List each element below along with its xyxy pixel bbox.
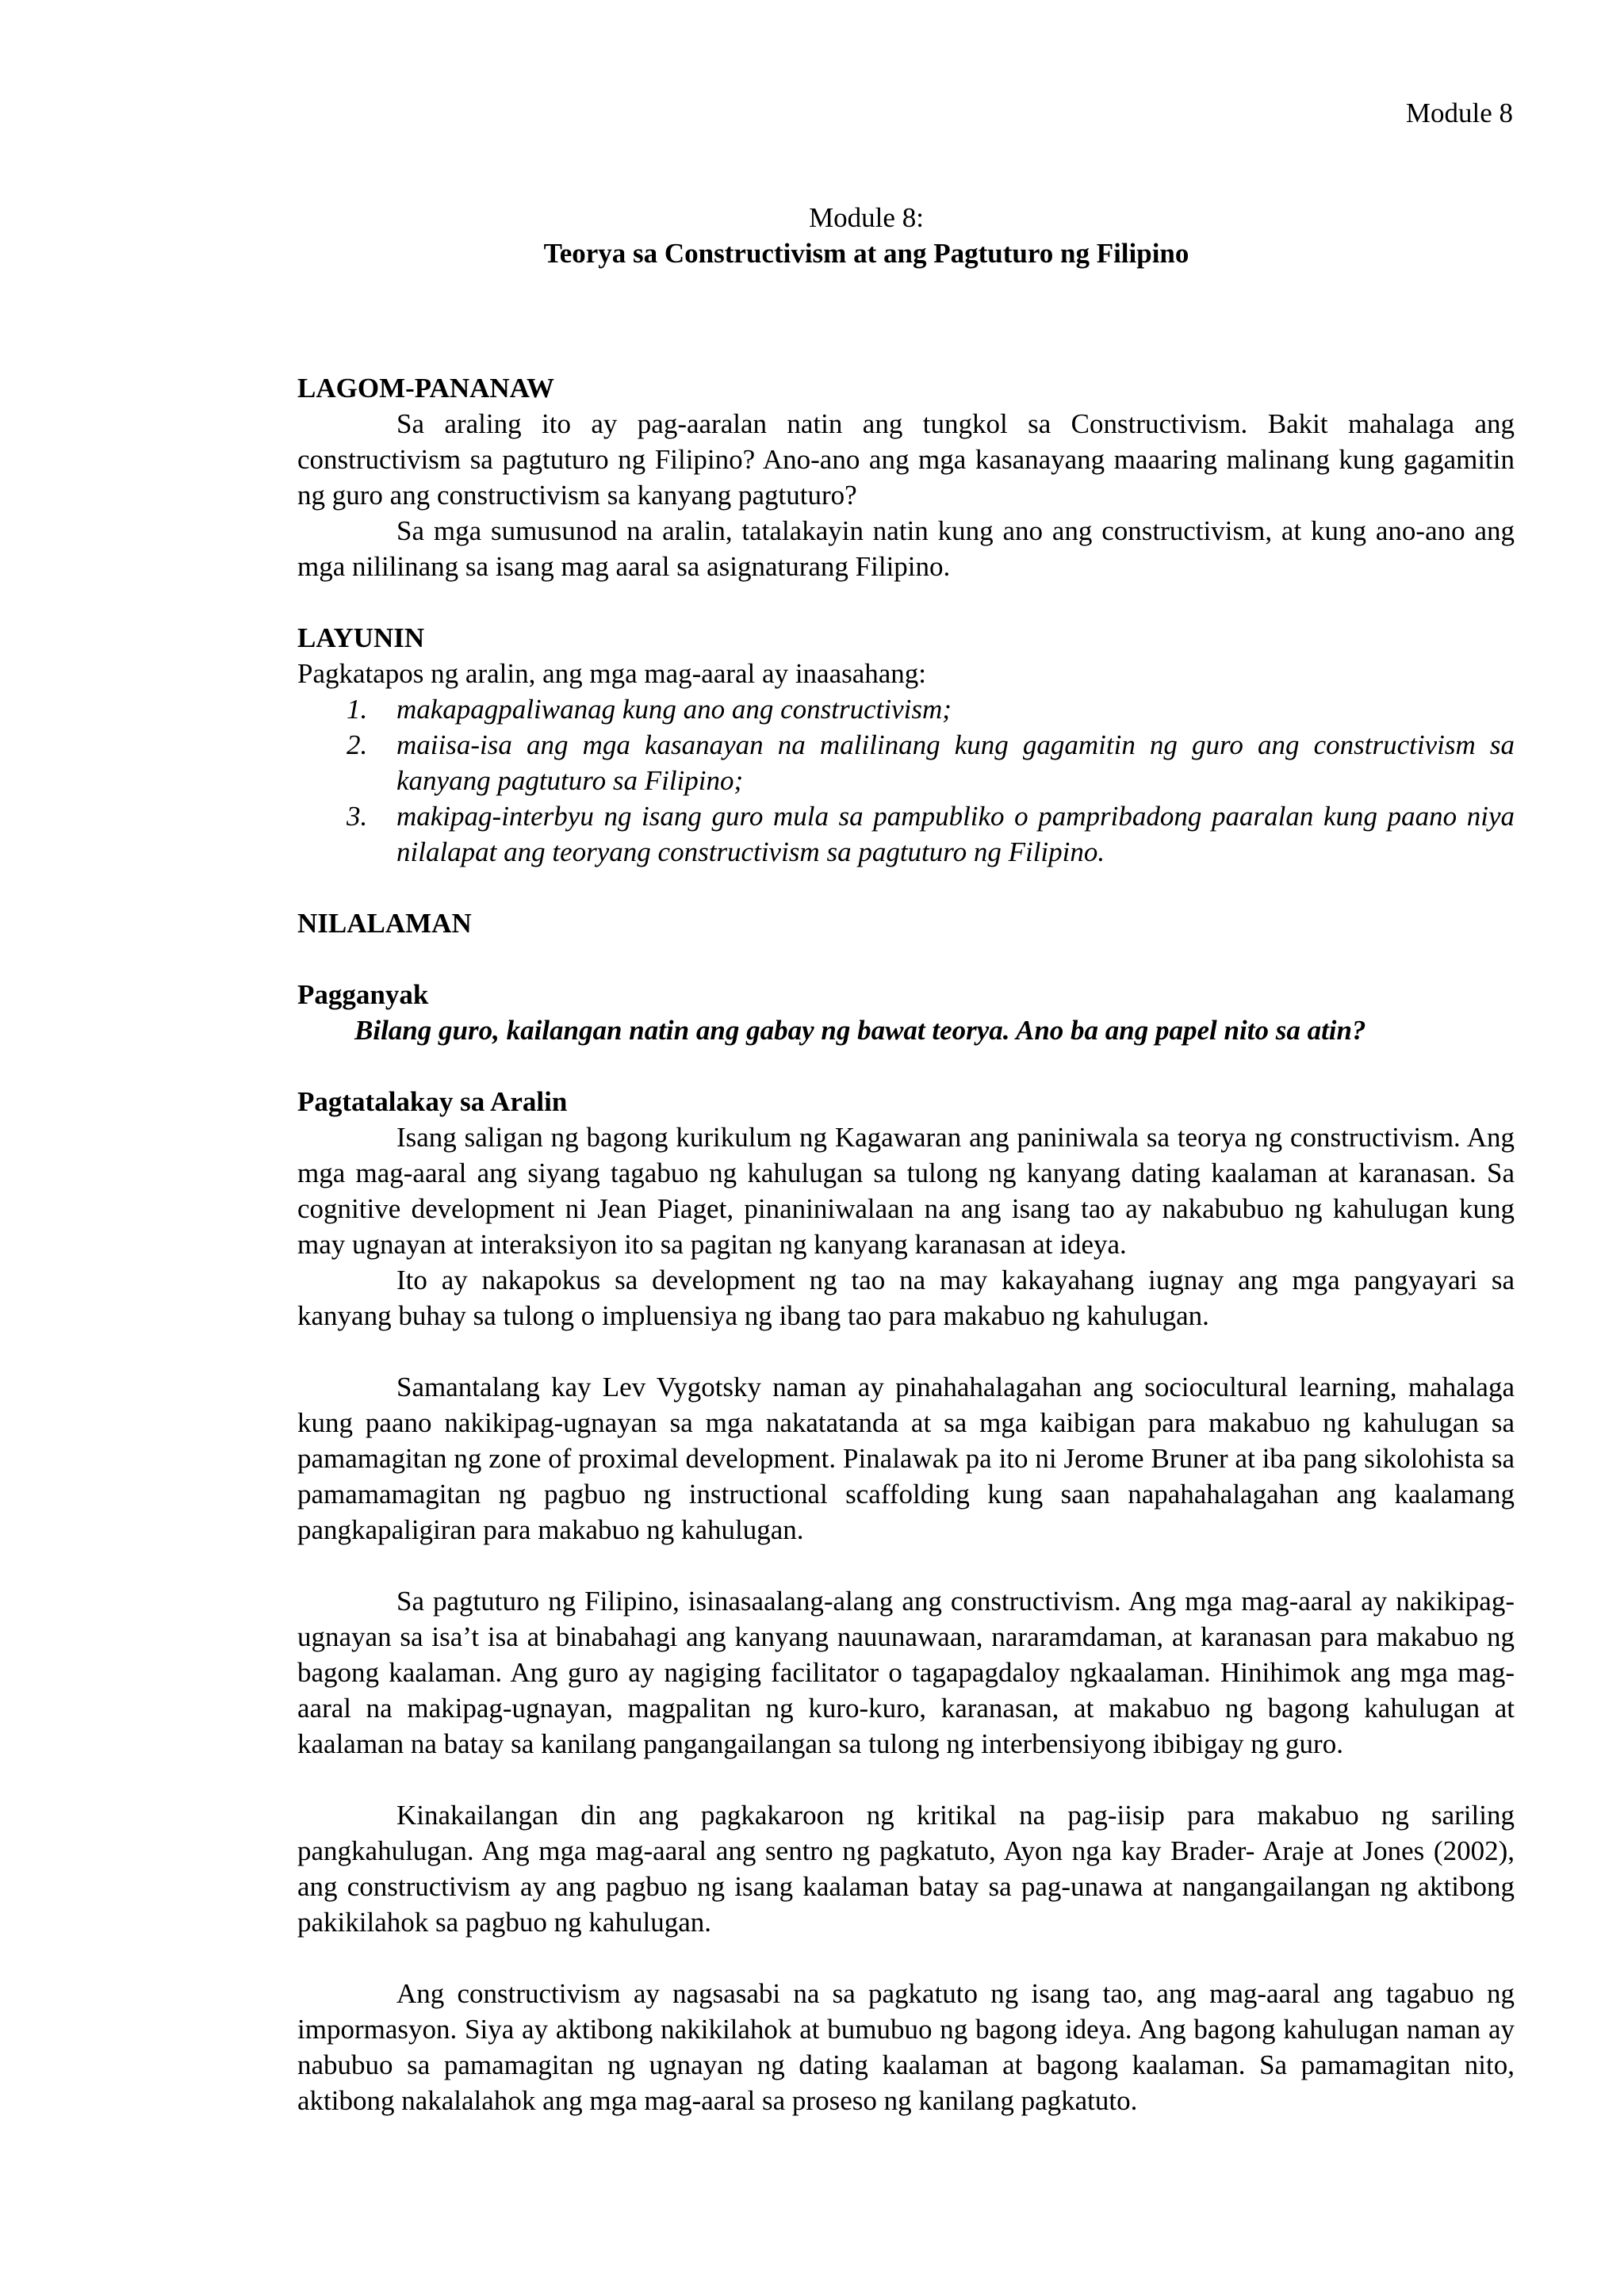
discussion-paragraph-3: Samantalang kay Lev Vygotsky naman ay pinahahalagahan ang sociocultural learning, mahalaga kung paano nakikipag-ugnayan sa mga nakatatanda at sa mga kaibigan para makabuo ng kahulugan sa pamamagitan ng zone of proximal development. Pinalawak pa ito ni Jerome Bruner at iba pang sikolohista sa pamamamagitan ng pagbuo ng instructional scaffolding kung saan napahahalagahan ang kaalamang pangkapaligiran para makabuo ng kahulugan. [297, 1372, 1515, 1545]
objective-text: makapagpaliwanag kung ano ang constructivism; [396, 694, 952, 725]
pagganyak-question: Bilang guro, kailangan natin ang gabay ng bawat teorya. Ano ba ang papel nito sa atin? [354, 1015, 1366, 1046]
lagom-pananaw-heading: LAGOM-PANANAW [297, 373, 555, 404]
pagtatalakay-section [297, 1084, 1515, 2118]
objectives-list [297, 691, 1515, 870]
pagganyak-section [297, 977, 1515, 1048]
layunin-section [297, 620, 1515, 870]
objective-item [297, 727, 1515, 798]
layunin-heading: LAYUNIN [297, 622, 425, 653]
discussion-paragraph-5: Kinakailangan din ang pagkakaroon ng kritikal na pag-iisip para makabuo ng sariling pangkahulugan. Ang mga mag-aaral ang sentro ng pagkatuto, Ayon nga kay Brader- Araje at Jones (2002), ang constructivism ay ang pagbuo ng isang kaalaman batay sa pag-unawa at nangangailangan ng aktibong pakikilahok sa pagbuo ng kahulugan. [297, 1800, 1515, 1938]
module-label: Module 8: [809, 202, 924, 233]
document-body [297, 200, 1515, 2118]
discussion-paragraph-2: Ito ay nakapokus sa development ng tao na may kakayahang iugnay ang mga pangyayari sa kanyang buhay sa tulong o impluensiya ng ibang tao para makabuo ng kahulugan. [297, 1265, 1515, 1331]
page-title: Teorya sa Constructivism at ang Pagtuturo ng Filipino [543, 238, 1189, 269]
objective-number: 3. [347, 801, 368, 832]
layunin-intro: Pagkatapos ng aralin, ang mga mag-aaral ay inaasahang: [297, 658, 927, 689]
objective-text: makipag-interbyu ng isang guro mula sa pampubliko o pampribadong paaralan kung paano niya nilalapat ang teoryang constructivism sa pagtuturo ng Filipino. [396, 801, 1515, 867]
objective-item [297, 691, 1515, 727]
lagom-pananaw-section [297, 370, 1515, 584]
discussion-paragraph-4: Sa pagtuturo ng Filipino, isinasaalang-alang ang constructivism. Ang mga mag-aaral ay nakikipag-ugnayan sa isa’t isa at binabahagi ang kanyang nauunawaan, nararamdaman, at karanasan para makabuo ng bagong kaalaman. Ang guro ay nagiging facilitator o tagapagdaloy ngkaalaman. Hinihimok ang mga mag-aaral na makipag-ugnayan, magpalitan ng kuro-kuro, karanasan, at makabuo ng bagong kahulugan at kaalaman na batay sa kanilang pangangailangan sa tulong ng interbensiyong ibibigay ng guro. [297, 1586, 1515, 1759]
objective-text: maiisa-isa ang mga kasanayan na malilinang kung gagamitin ng guro ang constructivism sa kanyang pagtuturo sa Filipino; [396, 729, 1515, 796]
objective-number: 1. [347, 694, 368, 725]
lagom-paragraph-1: Sa araling ito ay pag-aaralan natin ang tungkol sa Constructivism. Bakit mahalaga ang constructivism sa pagtuturo ng Filipino? Ano-ano ang mga kasanayang maaaring malinang kung gagamitin ng guro ang constructivism sa kanyang pagtuturo? [297, 408, 1515, 511]
objective-item [297, 798, 1515, 870]
running-header: Module 8 [1405, 98, 1513, 128]
discussion-paragraph-1: Isang saligan ng bagong kurikulum ng Kagawaran ang paniniwala sa teorya ng constructivism. Ang mga mag-aaral ang siyang tagabuo ng kahulugan sa tulong ng kanyang dating kaalaman at karanasan. Sa cognitive development ni Jean Piaget, pinaniniwalaan na ang isang tao ay nakabubuo ng kahulugan kung may ugnayan at interaksiyon ito sa pagitan ng kanyang karanasan at ideya. [297, 1122, 1515, 1260]
lagom-paragraph-2: Sa mga sumusunod na aralin, tatalakayin natin kung ano ang constructivism, at kung ano-ano ang mga nililinang sa isang mag aaral sa asignaturang Filipino. [297, 515, 1515, 582]
pagganyak-heading: Pagganyak [297, 979, 429, 1010]
title-block [218, 200, 1515, 271]
objective-number: 2. [347, 729, 368, 760]
nilalaman-heading: NILALAMAN [297, 908, 472, 939]
discussion-paragraph-6: Ang constructivism ay nagsasabi na sa pagkatuto ng isang tao, ang mag-aaral ang tagabuo ng impormasyon. Siya ay aktibong nakikilahok at bumubuo ng bagong ideya. Ang bagong kahulugan naman ay nabubuo sa pamamagitan ng ugnayan ng dating kaalaman at bagong kaalaman. Sa pamamagitan nito, aktibong nakalalahok ang mga mag-aaral sa proseso ng kanilang pagkatuto. [297, 1978, 1515, 2116]
pagtatalakay-heading: Pagtatalakay sa Aralin [297, 1086, 568, 1117]
